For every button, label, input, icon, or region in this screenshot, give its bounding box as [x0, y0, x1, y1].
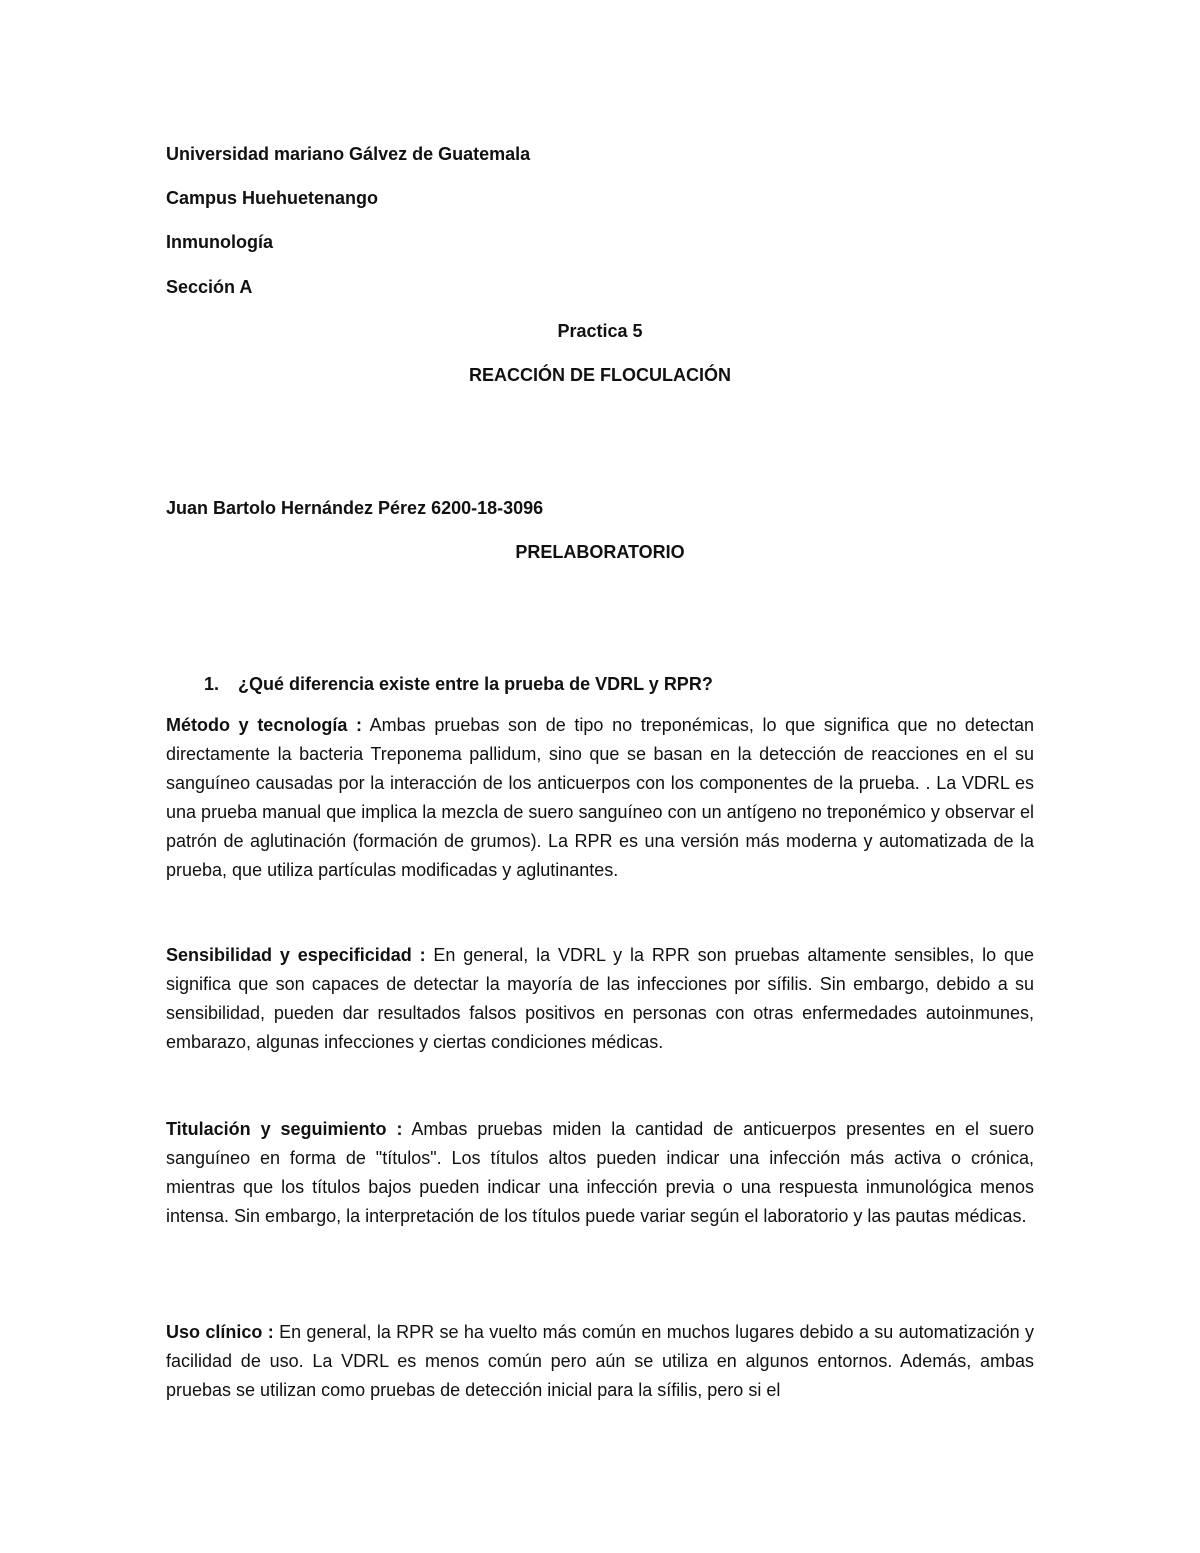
- question-text: ¿Qué diferencia existe entre la prueba de VDRL y RPR?: [238, 674, 713, 694]
- paragraph-heading: Uso clínico :: [166, 1322, 274, 1342]
- paragraph-text: En general, la RPR se ha vuelto más común en muchos lugares debido a su automatización y facilidad de uso. La VDRL es menos común pero aún se utiliza en algunos entornos. Además, ambas pruebas se utilizan como pruebas de detección inicial para la sífilis, pero si el: [166, 1322, 1035, 1400]
- paragraph-clinical-use: [166, 1318, 1034, 1405]
- paragraph-titration: [166, 1115, 1034, 1231]
- practice-number: Practica 5: [557, 321, 643, 341]
- paragraph-heading: Titulación y seguimiento :: [166, 1119, 403, 1139]
- course-name: Inmunología: [166, 232, 273, 252]
- university-name: Universidad mariano Gálvez de Guatemala: [166, 144, 531, 164]
- paragraph-method: [166, 711, 1034, 885]
- paragraph-text: Ambas pruebas son de tipo no treponémicas, lo que significa que no detectan directamente la bacteria Treponema pallidum, sino que se basan en la detección de reacciones en el su sanguíneo causadas por la interacción de los anticuerpos con los componentes de la prueba. . La VDRL es una prueba manual que implica la mezcla de suero sanguíneo con un antígeno no treponémico y observar el patrón de aglutinación (formación de grumos). La RPR es una versión más moderna y automatizada de la prueba, que utiliza partículas modificadas y aglutinantes.: [166, 715, 1034, 880]
- paragraph-text: En general, la VDRL y la RPR son pruebas altamente sensibles, lo que significa que son capaces de detectar la mayoría de las infecciones por sífilis. Sin embargo, debido a su sensibilidad, pueden dar resultados falsos positivos en personas con otras enfermedades autoinmunes, embarazo, algunas infecciones y ciertas condiciones médicas.: [166, 945, 1035, 1052]
- paragraph-heading: Sensibilidad y especificidad :: [166, 945, 426, 965]
- student-info: Juan Bartolo Hernández Pérez 6200-18-3096: [166, 498, 544, 518]
- paragraph-text: Ambas pruebas miden la cantidad de anticuerpos presentes en el suero sanguíneo en forma de "títulos". Los títulos altos pueden indicar una infección más activa o crónica, mientras que los títulos bajos pueden indicar una infección previa o una respuesta inmunológica menos intensa. Sin embargo, la interpretación de los títulos puede variar según el laboratorio y las pautas médicas.: [166, 1119, 1034, 1226]
- campus-name: Campus Huehuetenango: [166, 188, 379, 208]
- question-number: 1.: [204, 674, 220, 694]
- section-name: Sección A: [166, 277, 253, 297]
- question-item: [204, 672, 713, 696]
- paragraph-heading: Método y tecnología :: [166, 715, 362, 735]
- document-title: REACCIÓN DE FLOCULACIÓN: [469, 365, 731, 385]
- document-subtitle: PRELABORATORIO: [515, 542, 685, 562]
- paragraph-sensitivity: [166, 941, 1034, 1057]
